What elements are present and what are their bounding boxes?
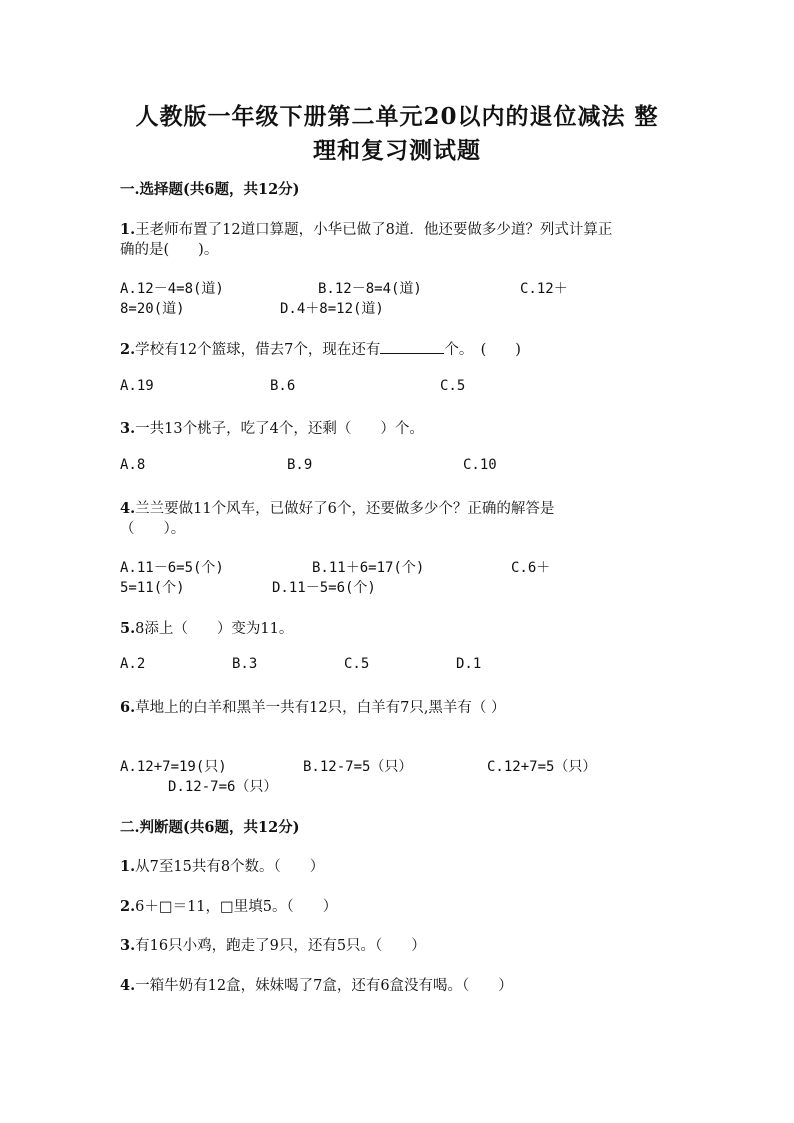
option-a: A.8 — [120, 457, 146, 473]
option-c: C.5 — [440, 378, 466, 394]
question-number: 1. — [120, 858, 136, 875]
judge-question-1 — [120, 855, 324, 876]
question-number: 6. — [120, 699, 136, 716]
option-d: D.11－5=6(个) — [272, 580, 376, 596]
option-c: C.12＋ — [520, 281, 568, 297]
option-c: C.5 — [344, 656, 370, 672]
question-text: 兰兰要做11个风车，已做好了6个，还要做多少个？正确的解答是 — [135, 501, 555, 517]
question-2 — [120, 338, 521, 359]
option-c-cont: 5=11(个) — [120, 580, 185, 596]
question-number: 2. — [120, 898, 136, 915]
option-a: A.12+7=19(只) — [120, 759, 227, 775]
question-text: 草地上的白羊和黑羊一共有12只，白羊有7只,黑羊有（ ） — [135, 700, 506, 716]
option-b: B.11＋6=17(个) — [312, 560, 425, 576]
question-text: 有16只小鸡，跑走了9只，还有5只。（ ） — [135, 938, 426, 954]
question-number: 4. — [120, 977, 136, 994]
question-1-line2: 确的是( )。 — [120, 242, 219, 258]
section1-header: 一.选择题(共6题，共12分) — [120, 181, 300, 198]
question-number: 2. — [120, 341, 136, 358]
page-title-line1: 人教版一年级下册第二单元20以内的退位减法 整 — [135, 103, 659, 130]
option-c-cont: 8=20(道) — [120, 301, 185, 317]
question-text: 一箱牛奶有12盒，妹妹喝了7盒，还有6盒没有喝。（ ） — [135, 978, 513, 994]
question-text-after: 个。 ( ) — [444, 342, 521, 358]
question-6 — [120, 696, 506, 717]
option-a: A.11－6=5(个) — [120, 560, 224, 576]
section2-header: 二.判断题(共6题，共12分) — [120, 819, 300, 836]
option-c: C.10 — [463, 457, 497, 473]
option-a: A.2 — [120, 656, 146, 672]
option-d: D.1 — [456, 656, 482, 672]
option-b: B.12-7=5（只） — [303, 759, 413, 775]
question-number: 4. — [120, 500, 136, 517]
option-a: A.19 — [120, 378, 154, 394]
option-b: B.3 — [232, 656, 258, 672]
question-number: 3. — [120, 420, 136, 437]
question-text: 6＋□＝11，□里填5。（ ） — [135, 899, 338, 915]
option-d: D.12-7=6（只） — [168, 779, 278, 795]
question-4-line1 — [120, 497, 554, 518]
question-text: 学校有12个篮球，借去7个，现在还有 — [135, 342, 381, 358]
judge-question-2 — [120, 895, 337, 916]
option-b: B.9 — [287, 457, 313, 473]
option-b: B.6 — [270, 378, 296, 394]
question-text: 从7至15共有8个数。（ ） — [135, 859, 325, 875]
option-c: C.6＋ — [511, 560, 551, 576]
judge-question-3 — [120, 934, 426, 955]
option-c: C.12+7=5（只） — [487, 759, 597, 775]
question-text: 一共13个桃子，吃了4个，还剩（ ）个。 — [135, 421, 424, 437]
answer-blank — [380, 339, 444, 354]
option-d: D.4＋8=12(道) — [280, 301, 384, 317]
judge-question-4 — [120, 974, 513, 995]
question-3 — [120, 417, 424, 438]
option-a: A.12－4=8(道) — [120, 281, 224, 297]
question-number: 3. — [120, 937, 136, 954]
question-4-line2: （ ）。 — [120, 521, 186, 537]
question-5 — [120, 617, 293, 638]
question-text: 王老师布置了12道口算题，小华已做了8道．他还要做多少道？列式计算正 — [135, 222, 613, 238]
question-number: 1. — [120, 221, 136, 238]
option-b: B.12－8=4(道) — [318, 281, 422, 297]
page-title-line2: 理和复习测试题 — [313, 137, 481, 164]
question-text: 8添上（ ）变为11。 — [135, 621, 294, 637]
question-number: 5. — [120, 620, 136, 637]
question-1-line1 — [120, 218, 612, 239]
